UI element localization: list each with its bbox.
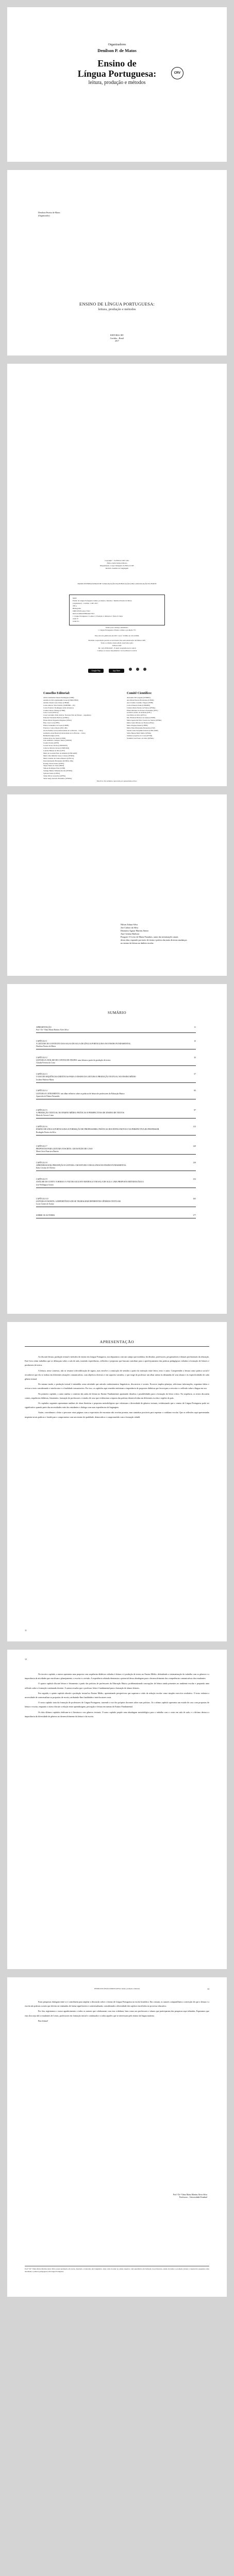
summary-entry-author: Aparecida de Fátima Fernandes [36,1095,60,1097]
rights-line-2: Todos os direitos desta edição reservados pela: [101,642,133,644]
summary-entry[interactable] [36,1214,196,1218]
twitter-icon[interactable] [143,668,146,671]
summary-entry-label: CAPÍTULO 3 [36,1073,47,1076]
council-member: Andréia da Silva Quintanilha Sousa (UNIR/UFRN) [43,699,79,701]
council-member: Jailson Alves dos Santos (UFRJ) [43,737,66,739]
summary-entry-author: Rosângela Pereira da Silva [36,1131,56,1133]
summary-entry-author: Josilene Pinheiro-Mariz [36,1078,54,1081]
author-footnote: Prof.ª Dr.ª Vânia Maria Martins Alves Silva possui graduação em Letras, mestrado e doutorado em Linguística. Atua como docente no ensino superior, com experiência em formação de professores, ensino de leitura e produção textual, e desenvolve pesquisas sobre letramento e práticas pedagógicas em Língua Portuguesa. [25,2266,209,2273]
copyright-credits [7,560,227,570]
cover-title-line1: Ensino de [97,58,137,69]
summary-entry-divider [36,1065,196,1066]
catalog-index-title: Índice para catálogo sistemático [106,626,128,629]
scientific-committee-title: Comitê Científico: [127,691,152,695]
summary-entry-divider [36,1032,196,1033]
summary-entry-page: 129 [193,1145,196,1147]
council-member: Sydione Santos (UEPG) [43,772,60,775]
summary-entry-label: APRESENTAÇÃO [36,1026,52,1028]
site-line: Conheça os nossos lançamentos: www.editoracrv.com.br [97,650,137,652]
title-page-title: ENSINO DE LÍNGUA PORTUGUESA: [79,301,155,307]
council-member: Carlos Alberto Vilar Estêvão (UMINHO – PT) [43,704,75,706]
summary-title: SUMÁRIO [108,1011,126,1015]
page-number: 12 [25,1658,27,1660]
paragraph: Os dois últimos capítulos dedicam-se à literatura e aos gêneros textuais. O nono capítulo propõe uma abordagem metodológica para o trabalho com o conto em sala de aula, e o décimo destaca a importância da diversidade de gêneros no desenvolvimento da leitura e da escrita. [25,1710,209,1718]
presentation-text-final [25,2000,209,2024]
summary-entry[interactable] [36,1057,196,1066]
summary-entry-page: 153 [193,1178,196,1181]
publisher-name: EDITORA CRV [110,334,124,336]
cip-box [69,595,165,625]
summary-entry-divider [36,1154,196,1155]
council-member: Celso Conti (UFSCar) [43,711,59,714]
council-member: Vladimir José Franco da Silva (UFMG) [127,737,154,739]
council-member: Helmuth Krüger (UCP) [43,734,60,737]
summary-entry-label: CAPÍTULO 10 [36,1197,48,1200]
summary-entry-page: 165 [193,1197,196,1200]
organizer-role: (Organizador) [38,214,50,217]
council-member: Maria Lília Imbiriba Sousa Colares (UFOPA) [43,754,75,757]
publisher-logo-icon: CRV [171,67,183,79]
council-member: Paulo Romualdo Hernandes (UNIFAL-MG) [43,759,74,762]
cip-heading: DADOS INTERNACIONAIS DE CATALOGAÇÃO-NA-PUBLICAÇÃO (CIP) CATALOGAÇÃO NA FONTE [77,583,157,585]
cover-page [7,7,227,162]
council-member: Maria Eliza Mattosinho Bernardes (USP) [127,726,155,729]
cip-line: 1. Língua Portuguesa 2. Leitura 3. Produção 4. Métodos I. Título II. Série [73,615,123,617]
paragraph: Os capítulos seguintes apresentam análises de obras literárias e propostas metodológicas que valorizam a diversidade de gêneros textuais, evidenciando que o ensino de Língua Portuguesa pode ser significativo quando parte das necessidades reais dos estudantes e dialoga com suas experiências de linguagem. [25,1402,209,1409]
cover-title [7,58,227,79]
summary-entry[interactable] [36,1126,196,1135]
summary-entry-label: CAPÍTULO 7 [36,1145,47,1147]
council-member: Sérgio Nunes de Jesus (IFRO) [43,765,64,767]
summary-entry-divider [36,1135,196,1136]
author-signature [173,2194,207,2199]
council-member: Elizeu Clementino de Souza (UNEB) [43,724,69,726]
paragraph: Ao discutir leitura, produção textual e métodos de ensino em Língua Portuguesa, nos deparamos com um campo que mobiliza, há décadas, professores, pesquisadores e demais profissionais da educação. Este livro reúne trabalhos que se debruçam sobre a sala de aula, trazendo experiências, reflexões e propostas que buscam contribuir para o aperfeiçoamento das práticas pedagógicas voltadas à formação de leitores e produtores de textos. [25,1355,209,1367]
council-member: Maria Cristina dos Santos Bezerra (UFSCar) [43,757,74,759]
summary-entry-author: Cláudia Ferreira da Costa [36,1062,55,1064]
council-member: Carmen Tereza Velanga (UNIR) [43,709,65,711]
summary-entry[interactable] [36,1109,196,1118]
summary-entry-title: O USO DE SEQUÊNCIAS DIDÁTICAS PARA O ENSINO DA LEITURA E PRODUÇÃO TEXTUAL NO ENSINO MÉDIO [36,1076,136,1078]
council-member: Alexandre Silva Aguiar (UNIRIO) [127,697,151,699]
summary-entry-page: 139 [193,1162,196,1164]
summary-entry-author: Lucas Gomes de Araújo [36,1203,54,1206]
paragraph: No primeiro capítulo, o autor analisa o contexto das aulas de leitura no Ensino Fundamental, apontando desafios e possibilidades para a formação do leitor crítico. Na sequência, os textos discutem contos, sequências didáticas, letramento, formação de professores e estudos de caso que evidenciam a riqueza das práticas desenvolvidas em diferentes escolas e regiões do país. [25,1392,209,1399]
dedication-line: Nilson Zalaza Silva [121,923,138,926]
cover-organizer-name: Denilson P. de Matos [97,48,137,53]
cip-line: CDD 371 [73,620,79,622]
council-member: Ana Maria Esteves Bortolanza (UEMS) [127,699,154,701]
dedication-line: desta obra, expondo por meio de teoria e prática das mais diversas mudanças [121,939,187,941]
facebook-icon[interactable] [129,668,132,671]
summary-entry-title: LEITURA E ESCRITA: A IMPORTÂNCIA DE SE TRABALHAR DIFERENTES GÊNEROS TEXTUAIS [36,1200,121,1202]
review-line: Revisão: Analista de Linguagem [105,567,129,569]
catalog-index [7,626,227,652]
summary-entry[interactable] [36,1090,196,1099]
paragraph: A leitura, nesse contexto, não se resume à decodificação de signos, mas envolve a construção de sentidos a partir da interação entre leitor, texto e autor. Compreender a leitura como prática social é reconhecer que ela se realiza em diferentes situações comunicativas, com objetivos diversos e em suportes variados, o que exige do professor um olhar atento às demandas de seus alunos e às especificidades de cada gênero textual. [25,1369,209,1381]
editor-line: Editor-chefe: Railson Moura [107,562,127,564]
council-member: Geralda Leandro de Andrade (UFC) [127,711,152,714]
dedication-line: Ana Cristina Barbosa [121,933,140,935]
paragraph: Assim, convidamos o leitor a percorrer estas páginas com a expectativa de encontrar não receitas prontas, mas caminhos possíveis para repensar o cotidiano escolar. Que as reflexões aqui apresentadas inspirem novas práticas e fortaleçam o compromisso com um ensino de qualidade, democrático e comprometido com a formação cidadã. [25,1411,209,1418]
summary-entry-label: CAPÍTULO 9 [36,1178,47,1181]
council-member: Eliane Marquez da Fonseca Fernandes (UFG) [127,709,158,711]
council-member: Ana Cristina Coutinho Viegas (UFPB) [127,701,153,704]
summary-entry-page: 177 [193,1214,196,1216]
council-member: Elione Maria Nogueira Diogenes (UFAL) [43,719,72,722]
summary-entry-page: 11 [194,1026,196,1028]
summary-entry-title: ENSINO DE LÍNGUA PORTUGUESA E FORMAÇÃO DE PROFESSORES: PRÁTICAS DOCENTES EM FOCO NA PERSPECTIVA DO PROFESSOR [36,1128,159,1131]
summary-entry[interactable] [36,1178,196,1188]
cover-title-line2: Língua Portuguesa: [77,69,157,79]
summary-entry-label: CAPÍTULO 1 [36,1040,47,1042]
dedication-line: Pouguet: O Livro de Maria Paranhos, autor das informações atuais [121,936,178,938]
dedication-line: Diomário Aguiar Martins Júnior [121,929,149,932]
summary-entry-title: APRENDIZAGEM, PERCEPÇÃO E LEITURA: UM ESTUDO COM ALUNOS DO ENSINO FUNDAMENTAL [36,1164,126,1167]
summary-entry-label: SOBRE OS AUTORES [36,1214,55,1216]
title-page [7,170,227,355]
summary-entry-label: CAPÍTULO 8 [36,1162,47,1164]
summary-entry-title: LEITURA E ANÁLISE DE CONTOS DE ENSINO: uma leitura a partir da produção de textos [36,1059,111,1062]
council-member: Valdina Gonçalves da Costa (UFTM) [127,734,153,737]
cip-line: (organizador) – Curitiba : CRV, 2017. [73,602,98,604]
presentation-page-continued [7,1650,227,1969]
cover-organizer-label: Organizadores [108,43,126,46]
council-member: Simone Rodrigues Pinto (UNB) [43,767,65,770]
summary-entry-page: 83 [194,1090,196,1092]
editorial-board-column [43,691,121,780]
council-member: Guillermo Arias Beatón (Universidade de La Havana – Cuba) [43,732,86,734]
council-member: Cristina Maria Penido de Freitas (UFMG) [127,706,156,709]
council-member: Cesar Gerónimo Tello (Univer. Nacional Três de Febrero – Argentina) [43,714,91,717]
paragraph: No terceiro capítulo, a autora apresenta uma proposta com sequências didáticas voltadas à leitura e à produção de textos no Ensino Médio, defendendo a sistematização do trabalho com os gêneros e a importância de atividades que envolvam o planejamento, a escrita e a revisão. A experiência relatada demonstra o potencial dessa abordagem para o desenvolvimento das competências comunicativas dos estudantes. [25,1673,209,1680]
paragraph: O sexto capítulo trata da formação de professores de Língua Portuguesa, trazendo a voz dos próprios docentes sobre suas práticas. Já o sétimo capítulo apresenta um estudo de caso com propostas de leitura e escrita, enquanto o oitavo discute a relação entre aprendizagem, percepção e leitura em turmas do Ensino Fundamental. [25,1701,209,1708]
summary-entry-page: 57 [194,1073,196,1076]
presentation-title: APRESENTAÇÃO [99,1340,135,1344]
summary-entry[interactable] [36,1145,196,1155]
copyright-line: Copyright © da Editora CRV Ltda. [105,560,129,562]
summary-entry[interactable] [36,1026,196,1033]
summary-entry[interactable] [36,1040,196,1049]
council-member: João Adalberto Campato Junior (UNESP) [43,739,72,742]
running-head: ENSINO DE LÍNGUA PORTUGUESA: leitura, produção e métodos [94,1988,140,1990]
summary-entry-title: A LEITURA NO CONTEXTO DAS SALAS DE AULA DE LÍNGUA PORTUGUESA NO ENSINO FUNDAMENTAL [36,1043,131,1045]
council-member: Maria Aparecida Paiva Soares dos Santos (UFMG) [127,719,162,722]
council-member: Lourdes Helena da Silva (UFV) [43,750,65,752]
rights-publisher: Editora CRV [112,645,122,647]
council-member: Carlos Federico Dominguez Avila (Unieuro) [43,706,74,709]
council-member: Aldira Guimarães Duarte Domínguez (UNB) [43,697,74,699]
presentation-text [25,1355,209,1420]
council-member: Lídia de Oliveira Xavier (UNIEURO) [43,747,70,750]
cip-line: CDU 37 [73,618,79,620]
signature-line: Professora – Universidade Estadual [179,2196,207,2198]
summary-entry-label: CAPÍTULO 2 [36,1057,47,1059]
council-member: Tadeu Oliver Gonçalves (UFPA) [43,775,66,777]
council-member: Tania Suely Azevedo Brasileiro (UFOPA) [43,777,72,779]
presentation-text-continued [25,1672,209,1720]
summary-entry-author: Kátia Cristina de Oliveira [36,1167,56,1170]
store-badges [7,665,227,674]
summary-entry-author: Denilson Pereira de Matos [36,1045,56,1048]
council-member: Ma. Elisabete Barbosa de Araújo (UFRN) [127,717,156,719]
council-member: Élsio José Corá (UFFS) [43,722,60,724]
paragraph: Por fim, registramos o nosso agradecimento a todos os autores que colaboraram com esta coletânea, bem como aos professores e alunos que participaram das pesquisas aqui relatadas. Esperamos que esta obra seja útil a estudantes de Letras, professores em formação inicial e continuada e a todos aqueles que se interessam pelo ensino da língua materna. [25,2010,209,2017]
summary-entry-page: 15 [194,1040,196,1042]
council-member: Leonel Severo Rocha (UNISINOS) [43,744,68,747]
dedication-text [121,923,213,945]
presentation-page-final [7,1977,227,2297]
cip-line: M425 [73,597,77,599]
council-member: Gloria Fariñas León (Universidade de La Havana – Cuba) [43,729,83,732]
rights-line: Proibida a reprodução parcial ou total desta obra sem autorização da Editora CRV [88,639,146,641]
cover-subtitle: leitura, produção e métodos [88,80,146,86]
council-member: Carlos Eduardo Penha (UNIMEP) [127,704,151,706]
summary-entry-divider [36,1082,196,1083]
summary-entry-label: CAPÍTULO 4 [36,1090,47,1092]
peer-review-note: Este livro foi avaliado e aprovado por pareceristas ad hoc. [96,780,138,782]
design-line: Diagramação e Capa: Designers da Editora CRV [99,565,134,567]
summary-entry-title: A PRODUÇÃO TEXTUAL NO ENSINO MÉDIO: PRÁTICAS E PERSPECTIVAS DE ENSINO DE TEXTOS [36,1112,124,1114]
catalog-index-line: 1. Língua Portuguesa e Ensino: leitura e produção 371 [98,629,136,631]
council-member: Marta Pragana Dantas (UFPB) [127,724,148,726]
dedication-page [7,794,227,976]
organizer-name: Denilson Pereira de Matos [38,211,60,214]
phone-line: Tel.: (41) 3039-6418 – E-mail: sac@editoracrv.com.br [98,647,136,649]
publisher-year: 2017 [115,340,119,342]
council-member: Sandra Luiza Seraphim Teixeira (UNICAMP) [127,729,158,732]
council-member: Maria de Lourdes Pinto de Almeida (UNICAMP) [43,752,77,754]
council-member: Josania Portela (UFPI) [43,742,59,744]
paragraph: Estas pesquisas dialogam entre si e contribuem para ampliar a discussão sobre o ensino de Língua Portuguesa na escola brasileira. Em comum, os autores compartilham a convicção de que a leitura e a escrita são práticas sociais que devem ser ensinadas de forma significativa e contextualizada, considerando a diversidade dos sujeitos envolvidos no processo educativo. [25,2001,209,2008]
council-member: Eduardo Fernandes Barbosa (UFMG) [43,717,69,719]
summary-entry-page: 115 [193,1126,196,1128]
council-member: Rodrigo Pratte-Santos (UFES) [43,762,64,765]
cip-line: Ensino de Língua Portuguesa: leitura, produção e métodos / Denilson Pereira de Matos [73,600,132,602]
cip-line: ISBN 978-85-444-1730-5 [73,610,91,612]
summary-entry-page: 35 [194,1057,196,1059]
summary-entry-title: ANÁLISE DO CONTO 'A HORA E A VEZ DE AUGUSTO MATRAGA' EM SALA DE AULA: UMA PROPOSTA METODOLÓGICA [36,1181,144,1183]
council-member: Maria Luiza Oliveira de Freitas (UFAL) [127,722,154,724]
cip-line: Bibliografia [73,607,81,609]
summary-entry-label: CAPÍTULO 5 [36,1109,47,1111]
paragraph: Boa leitura! [38,2019,48,2022]
scientific-committee-list [127,697,204,739]
signature-line: Prof.ª Dr.ª Vânia Maria Martins Alves Silva [173,2194,207,2196]
paragraph: Do mesmo modo, a produção textual é entendida como atividade que articula conhecimentos linguísticos, discursivos e sociais. Escrever implica planejar, selecionar informações, organizar ideias e revisar o texto considerando o interlocutor e a finalidade comunicativa. Por isso, os capítulos aqui reunidos enfatizam a importância de propostas didáticas que favoreçam a reescrita e a reflexão sobre a língua em uso. [25,1383,209,1390]
dedication-line: Jair Calixto da Silva [121,926,139,929]
paragraph: O quarto capítulo discute leitura e letramento a partir das práticas de professores da Educação Básica, problematizando concepções de leitura ainda presentes no ambiente escolar e propondo uma reflexão sobre a formação continuada docente. A autora ressalta que o professor leitor é fundamental para a formação de alunos leitores. [25,1682,209,1689]
cip-line: 180 p. [73,605,77,607]
law-line: Esta obra foi publicada em 2017, Lei nº 10.994, de 14/12/2004. [95,635,139,637]
cip-line: DOI 10.24824/978854441730.5 [73,613,95,615]
summary-entry-author: Maria do Socorro Lima [36,1114,54,1117]
summary-entry-author: Marta Lúcia Francisca Barreto [36,1150,59,1153]
summary-entry-title: LEITURA E LETRAMENTO: um olhar reflexivo sobre as práticas de leitura de professores da Educação Básica [36,1092,125,1095]
summary-entry-label: CAPÍTULO 6 [36,1126,47,1128]
summary-entry[interactable] [36,1073,196,1082]
council-member: Solange Helena Ximenes-Rocha (UFOPA) [43,770,73,772]
app-store-badge[interactable]: App Store [109,669,124,673]
google-play-badge[interactable]: Google Play [88,669,104,673]
copyright-page [7,364,227,786]
title-page-organizers [38,211,60,217]
summary-entry-author: Prof.ª Dr.ª Vânia Maria Martins Alves Silva [36,1029,69,1031]
council-member: Antônio Pereira Gaio Júnior (UFRRJ) [43,701,70,704]
council-member: Sílvia Helena Barbi Mello (UFMG) [127,732,152,734]
editorial-board-list [43,697,121,780]
dedication-line: no ensino da leitura no âmbito escolar. [121,942,154,944]
summary-entry-title: PROPOSTAS PARA LEITURA E ESCRITA: UM ESTUDO DE CASO [36,1148,93,1150]
title-divider [25,1346,209,1347]
council-member: Francisco Carlos Duarte (PUC-PR) [43,726,68,729]
publisher-city: Curitiba – Brasil [110,336,124,340]
summary-entry[interactable] [36,1162,196,1171]
summary-page [7,984,227,1314]
paragraph: Em seguida, o quinto capítulo aborda a produção textual no Ensino Médio, apresentando perspectivas que superam a visão da redação escolar como simples exercício avaliativo. O texto enfatiza a necessidade de contextualizar as propostas de escrita, atribuindo-lhes finalidades e interlocutores reais. [25,1691,209,1699]
title-page-subtitle: leitura, produção e métodos [98,308,136,311]
page-number: 13 [207,1988,209,1990]
title-page-publisher [7,334,227,343]
scientific-committee-column [127,691,204,739]
page-number: 11 [25,1629,27,1632]
summary-entry-page: 97 [194,1109,196,1111]
instagram-icon[interactable] [136,668,139,671]
summary-entry[interactable] [36,1198,196,1207]
council-member: José Mário da Silva (UFCG) [127,714,146,717]
presentation-page [7,1322,227,1641]
summary-entry-author: José Wellington Gomes [36,1183,54,1186]
editorial-board-title: Conselho Editorial: [43,691,70,695]
